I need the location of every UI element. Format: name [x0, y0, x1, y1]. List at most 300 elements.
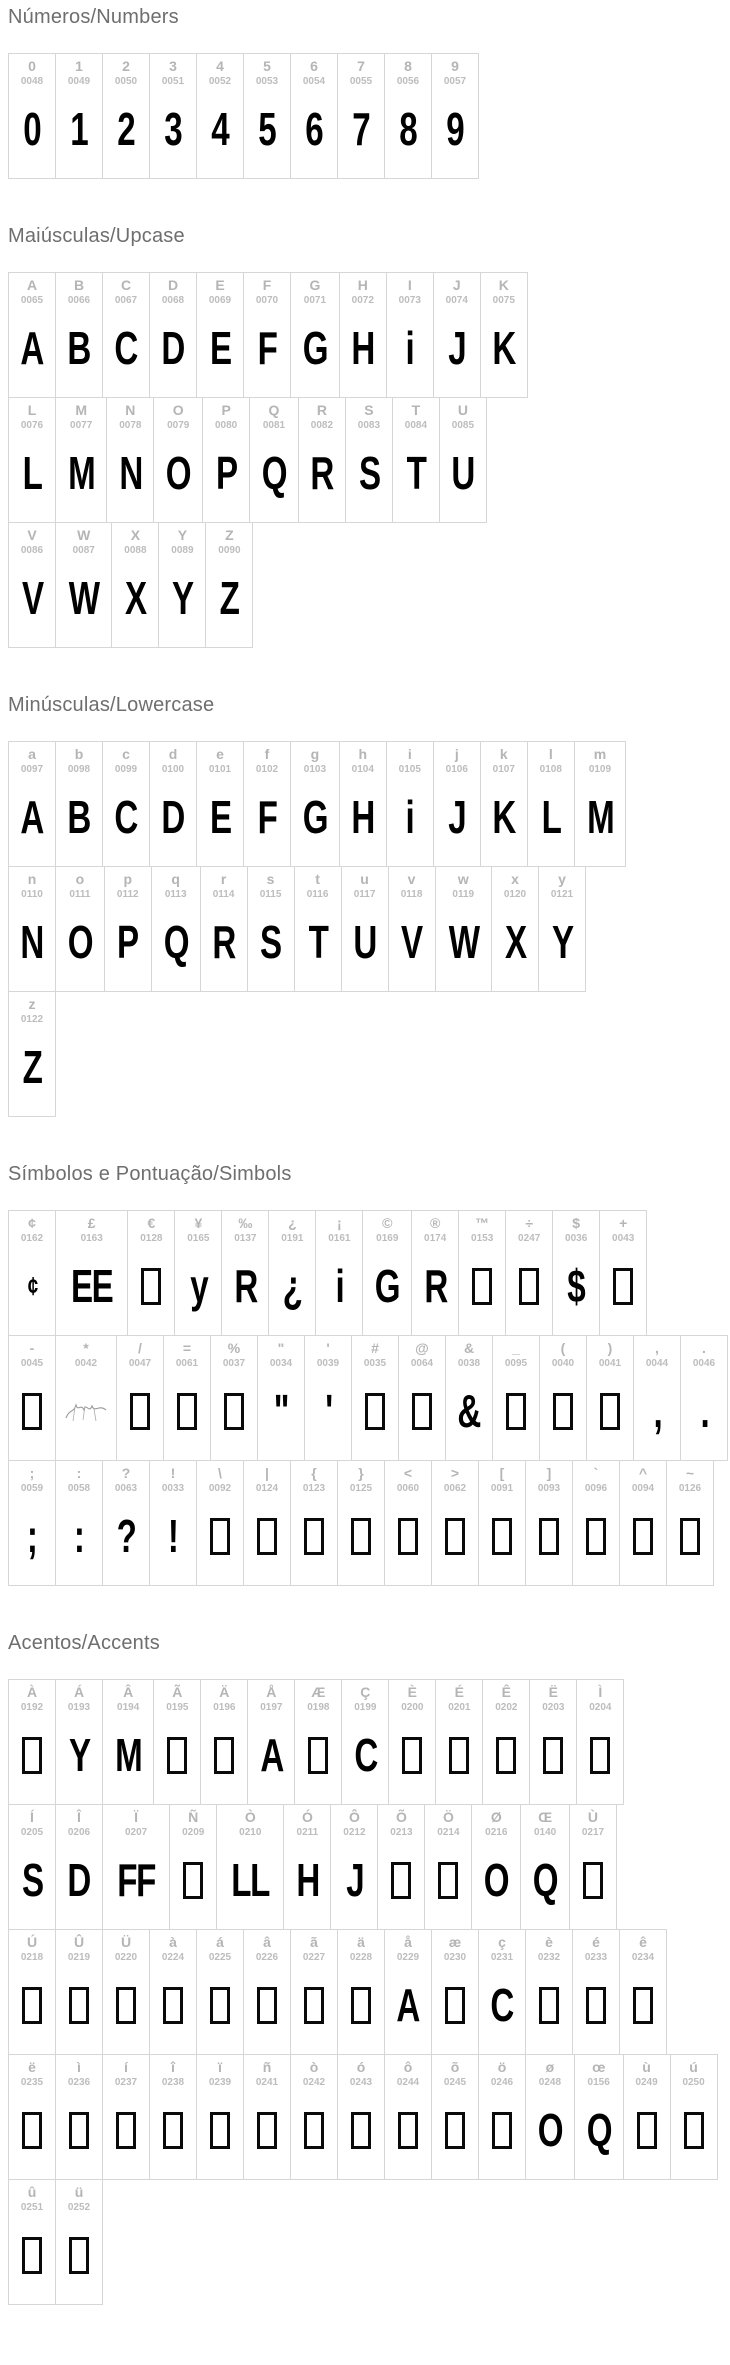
cell-character: ò	[309, 2059, 319, 2075]
glyph-preview	[23, 1495, 40, 1577]
glyph-preview	[541, 1714, 565, 1796]
glyph-cell	[197, 273, 244, 397]
charmap-row	[8, 741, 626, 867]
glyph-preview	[441, 88, 469, 170]
glyph-preview	[108, 776, 143, 858]
glyph-cell	[481, 742, 528, 866]
glyph: J	[345, 1854, 363, 1906]
cell-unicode-code: 0062	[443, 1483, 467, 1494]
missing-glyph-box	[22, 2237, 42, 2274]
cell-character: v	[407, 871, 416, 887]
glyph: S	[358, 447, 380, 499]
missing-glyph-box	[496, 1737, 516, 1774]
glyph: &	[457, 1385, 481, 1437]
glyph-cell	[681, 1336, 727, 1460]
glyph-preview	[111, 901, 144, 983]
glyph-preview	[436, 1839, 460, 1921]
cell-unicode-code: 0243	[349, 2077, 373, 2088]
glyph-cell	[103, 742, 150, 866]
cell-unicode-code: 0093	[537, 1483, 561, 1494]
glyph: D	[161, 791, 185, 843]
cell-unicode-code: 0073	[398, 295, 421, 306]
cell-unicode-code: 0236	[67, 2077, 91, 2088]
cell-character: )	[607, 1340, 613, 1356]
glyph-preview	[682, 2089, 706, 2171]
cell-unicode-code: 0077	[70, 420, 93, 431]
glyph-cell	[316, 1211, 363, 1335]
missing-glyph-box	[210, 1518, 230, 1555]
glyph-preview	[252, 776, 282, 858]
cell-character: ‰	[238, 1215, 253, 1231]
glyph-cell	[9, 523, 56, 647]
glyph-cell	[250, 398, 299, 522]
glyph-preview	[20, 2089, 44, 2171]
glyph: ;	[27, 1510, 37, 1562]
cell-unicode-code: 0220	[114, 1952, 138, 1963]
cell-unicode-code: 0053	[255, 76, 279, 87]
glyph: EE	[71, 1260, 113, 1312]
cell-character: á	[216, 1934, 224, 1950]
cell-unicode-code: 0165	[187, 1233, 210, 1244]
glyph-cell	[493, 1336, 540, 1460]
glyph-cell	[291, 2055, 338, 2179]
glyph-cell	[56, 273, 103, 397]
cell-character: ó	[356, 2059, 366, 2075]
cell-unicode-code: 0047	[128, 1358, 152, 1369]
cell-unicode-code: 0123	[302, 1483, 326, 1494]
glyph-cell	[481, 273, 527, 397]
cell-unicode-code: 0217	[581, 1827, 605, 1838]
glyph-cell	[540, 1336, 587, 1460]
glyph-cell	[107, 398, 154, 522]
glyph-section	[8, 694, 720, 1117]
glyph-preview	[537, 1495, 561, 1577]
cell-character: Ã	[172, 1684, 183, 1700]
glyph-cell	[539, 867, 585, 991]
glyph-section	[8, 1163, 720, 1586]
cell-unicode-code: 0212	[343, 1827, 366, 1838]
glyph: T	[308, 916, 327, 968]
glyph: D	[67, 1854, 91, 1906]
glyph-preview	[418, 1245, 453, 1327]
missing-glyph-box	[684, 2112, 704, 2149]
glyph-cell	[248, 1680, 295, 1804]
glyph-cell	[164, 1336, 211, 1460]
cell-unicode-code: 0076	[20, 420, 44, 431]
glyph-cell	[244, 2055, 291, 2179]
missing-glyph-box	[141, 1268, 161, 1305]
glyph-preview	[255, 1495, 279, 1577]
glyph-cell	[150, 273, 197, 397]
glyph-preview	[598, 1370, 622, 1452]
cell-character: S	[364, 402, 374, 418]
cell-character: û	[27, 2184, 37, 2200]
cell-character: ;	[29, 1465, 35, 1481]
cell-character: ~	[685, 1465, 695, 1481]
glyph-section	[8, 1632, 720, 2305]
signature-scribble-icon	[63, 1397, 109, 1425]
glyph-cell	[128, 1211, 175, 1335]
glyph-preview	[111, 1495, 141, 1577]
cell-unicode-code: 0207	[124, 1827, 148, 1838]
glyph-preview	[204, 307, 237, 389]
cell-character: b	[74, 746, 84, 762]
cell-unicode-code: 0162	[20, 1233, 44, 1244]
glyph: 6	[305, 103, 323, 155]
charmap-table	[8, 1679, 720, 2305]
glyph-preview	[208, 2089, 232, 2171]
missing-glyph-box	[167, 1737, 187, 1774]
cell-character: K	[498, 277, 509, 293]
glyph: 8	[399, 103, 417, 155]
cell-unicode-code: 0085	[451, 420, 475, 431]
glyph: S	[260, 916, 281, 968]
cell-unicode-code: 0117	[353, 889, 376, 900]
glyph-cell	[436, 867, 492, 991]
cell-character: Ë	[548, 1684, 558, 1700]
glyph: D	[161, 322, 185, 374]
glyph-cell	[244, 273, 291, 397]
missing-glyph-box	[398, 2112, 418, 2149]
missing-glyph-box	[586, 1987, 606, 2024]
glyph-cell	[434, 742, 481, 866]
cell-unicode-code: 0125	[349, 1483, 373, 1494]
glyph-preview	[20, 1370, 44, 1452]
cell-character: Û	[73, 1934, 85, 1950]
glyph: y	[189, 1260, 207, 1312]
cell-unicode-code: 0089	[171, 545, 194, 556]
cell-character: Œ	[538, 1809, 553, 1825]
cell-character: V	[27, 527, 37, 543]
glyph-cell	[425, 1805, 472, 1929]
glyph-cell	[56, 742, 103, 866]
charmap-row	[8, 522, 253, 648]
glyph-cell	[671, 2055, 717, 2179]
glyph-preview	[697, 1370, 712, 1452]
missing-glyph-box	[116, 1987, 136, 2024]
glyph-preview	[349, 1964, 373, 2046]
cell-character: ]	[546, 1465, 552, 1481]
cell-unicode-code: 0082	[310, 420, 334, 431]
cell-character: ?	[121, 1465, 131, 1481]
cell-character: A	[26, 277, 38, 293]
cell-character: y	[558, 871, 566, 887]
cell-unicode-code: 0124	[255, 1483, 279, 1494]
cell-character: ç	[498, 1934, 506, 1950]
cell-unicode-code: 0110	[21, 889, 43, 900]
cell-character: Õ	[395, 1809, 407, 1825]
cell-unicode-code: 0059	[20, 1483, 44, 1494]
missing-glyph-box	[257, 1987, 277, 2024]
cell-unicode-code: 0238	[161, 2077, 185, 2088]
cell-unicode-code: 0065	[20, 295, 44, 306]
cell-unicode-code: 0097	[20, 764, 44, 775]
glyph-cell	[432, 2055, 479, 2179]
glyph-cell	[150, 1930, 197, 2054]
cell-character: X	[130, 527, 141, 543]
missing-glyph-box	[506, 1393, 526, 1430]
glyph-preview	[517, 1245, 541, 1327]
glyph-cell	[295, 867, 342, 991]
glyph-preview	[303, 901, 333, 983]
glyph-preview	[61, 1245, 122, 1327]
glyph: C	[114, 322, 138, 374]
glyph: i	[405, 322, 414, 374]
cell-character: Q	[268, 402, 280, 418]
glyph-cell	[624, 2055, 671, 2179]
glyph-preview	[206, 88, 234, 170]
cell-unicode-code: 0115	[259, 889, 282, 900]
missing-glyph-box	[163, 1987, 183, 2024]
glyph-cell	[56, 523, 112, 647]
charmap-table	[8, 1210, 720, 1586]
glyph-preview	[443, 307, 471, 389]
cell-unicode-code: 0244	[396, 2077, 420, 2088]
glyph-preview	[212, 1714, 236, 1796]
charmap-row	[8, 272, 528, 398]
glyph-preview	[390, 1964, 425, 2046]
glyph-preview	[395, 901, 428, 983]
missing-glyph-box	[543, 1737, 563, 1774]
glyph-preview	[631, 1964, 655, 2046]
cell-unicode-code: 0140	[533, 1827, 557, 1838]
glyph-preview	[484, 1964, 519, 2046]
cell-unicode-code: 0229	[396, 1952, 420, 1963]
cell-unicode-code: 0064	[410, 1358, 434, 1369]
glyph: E	[209, 791, 231, 843]
glyph: N	[20, 916, 44, 968]
glyph: Q	[532, 1854, 558, 1906]
glyph-cell	[600, 1211, 646, 1335]
cell-unicode-code: 0039	[316, 1358, 340, 1369]
glyph-preview	[17, 1026, 47, 1108]
cell-character: ã	[310, 1934, 318, 1950]
glyph-cell	[154, 398, 203, 522]
glyph-preview	[537, 1964, 561, 2046]
missing-glyph-box	[438, 1862, 458, 1899]
glyph-preview	[650, 1370, 665, 1452]
glyph-preview	[551, 1370, 575, 1452]
cell-unicode-code: 0055	[349, 76, 373, 87]
charmap-row	[8, 53, 479, 179]
glyph-preview	[20, 1964, 44, 2046]
glyph-cell	[150, 2055, 197, 2179]
glyph-preview	[155, 776, 190, 858]
cell-character: Y	[177, 527, 188, 543]
cell-unicode-code: 0246	[490, 2077, 514, 2088]
glyph-preview	[486, 776, 521, 858]
glyph-preview	[584, 1495, 608, 1577]
glyph-preview	[410, 1370, 434, 1452]
glyph-preview	[20, 2214, 44, 2296]
cell-unicode-code: 0109	[588, 764, 612, 775]
cell-unicode-code: 0239	[208, 2077, 232, 2088]
cell-unicode-code: 0250	[682, 2077, 705, 2088]
glyph-preview	[222, 1370, 246, 1452]
cell-unicode-code: 0200	[401, 1702, 424, 1713]
cell-unicode-code: 0100	[161, 764, 185, 775]
cell-character: e	[216, 746, 224, 762]
glyph-cell	[399, 1336, 446, 1460]
cell-character: È	[407, 1684, 417, 1700]
glyph-preview	[631, 1495, 655, 1577]
cell-unicode-code: 0037	[222, 1358, 246, 1369]
cell-character: t	[315, 871, 320, 887]
glyph-cell	[573, 1461, 620, 1585]
cell-unicode-code: 0120	[503, 889, 527, 900]
glyph-cell	[479, 1930, 526, 2054]
glyph-cell	[197, 1461, 244, 1585]
glyph-preview	[368, 1245, 406, 1327]
cell-unicode-code: 0194	[117, 1702, 140, 1713]
glyph-cell	[295, 1680, 342, 1804]
glyph-preview	[269, 1370, 293, 1452]
cell-unicode-code: 0088	[124, 545, 147, 556]
glyph-cell	[432, 54, 478, 178]
cell-character: ö	[497, 2059, 507, 2075]
cell-character: "	[277, 1340, 285, 1356]
cell-character: ü	[74, 2184, 84, 2200]
missing-glyph-box	[351, 1987, 371, 2024]
missing-glyph-box	[177, 1393, 197, 1430]
cell-unicode-code: 0112	[116, 889, 139, 900]
glyph: ¢	[27, 1271, 37, 1301]
cell-unicode-code: 0203	[542, 1702, 565, 1713]
glyph: O	[484, 1854, 509, 1906]
glyph-preview	[61, 1370, 111, 1452]
glyph-preview	[443, 776, 471, 858]
cell-unicode-code: 0118	[400, 889, 423, 900]
cell-character: æ	[448, 1934, 462, 1950]
glyph-cell	[346, 398, 393, 522]
glyph-preview	[255, 432, 293, 514]
cell-character: F	[262, 277, 272, 293]
glyph-cell	[291, 1930, 338, 2054]
glyph-cell	[206, 523, 252, 647]
glyph-cell	[9, 1805, 56, 1929]
glyph-cell	[331, 1805, 378, 1929]
glyph-cell	[103, 1461, 150, 1585]
cell-unicode-code: 0128	[140, 1233, 163, 1244]
charmap-row	[8, 2179, 103, 2305]
glyph-preview	[70, 1495, 87, 1577]
glyph: 2	[117, 103, 135, 155]
glyph-cell	[291, 1461, 338, 1585]
glyph-preview	[139, 1245, 163, 1327]
glyph-cell	[9, 742, 56, 866]
glyph-preview	[17, 432, 47, 514]
cell-character: ÷	[525, 1215, 533, 1231]
cell-unicode-code: 0121	[550, 889, 574, 900]
glyph-preview	[61, 776, 96, 858]
charmap-row	[8, 1929, 667, 2055]
glyph: X	[125, 572, 146, 624]
glyph-preview	[546, 901, 579, 983]
glyph-preview	[18, 88, 46, 170]
glyph-preview	[210, 432, 243, 514]
glyph-preview	[252, 307, 282, 389]
cell-unicode-code: 0103	[303, 764, 327, 775]
glyph-cell	[479, 2055, 526, 2179]
cell-unicode-code: 0036	[565, 1233, 588, 1244]
cell-unicode-code: 0034	[269, 1358, 293, 1369]
missing-glyph-box	[257, 2112, 277, 2149]
glyph-preview	[14, 307, 49, 389]
missing-glyph-box	[351, 2112, 371, 2149]
cell-character: Â	[123, 1684, 134, 1700]
cell-character: f	[264, 746, 270, 762]
glyph-cell	[56, 1461, 103, 1585]
glyph-preview	[451, 1370, 486, 1452]
glyph: J	[448, 322, 466, 374]
missing-glyph-box	[472, 1268, 492, 1305]
cell-character: $	[572, 1215, 581, 1231]
glyph-preview	[486, 307, 521, 389]
glyph-preview	[228, 1245, 263, 1327]
glyph: $	[567, 1260, 585, 1312]
glyph-cell	[434, 273, 481, 397]
glyph-preview	[114, 1964, 138, 2046]
glyph-preview	[61, 307, 96, 389]
cell-unicode-code: 0228	[349, 1952, 373, 1963]
missing-glyph-box	[613, 1268, 633, 1305]
cell-unicode-code: 0068	[161, 295, 185, 306]
glyph-preview	[441, 901, 486, 983]
cell-unicode-code: 0169	[376, 1233, 399, 1244]
cell-unicode-code: 0052	[208, 76, 232, 87]
cell-unicode-code: 0095	[504, 1358, 528, 1369]
cell-character: &	[463, 1340, 475, 1356]
glyph: Q	[586, 2104, 611, 2156]
glyph-preview	[254, 901, 287, 983]
cell-character: ¥	[194, 1215, 203, 1231]
glyph-cell	[197, 2055, 244, 2179]
cell-character: s	[266, 871, 275, 887]
cell-character: '	[326, 1340, 330, 1356]
glyph: F	[257, 791, 277, 843]
glyph-cell	[338, 54, 385, 178]
glyph-preview	[562, 1245, 590, 1327]
cell-unicode-code: 0174	[424, 1233, 447, 1244]
glyph-preview	[166, 557, 199, 639]
glyph-cell	[412, 1211, 459, 1335]
cell-character: Ï	[134, 1809, 139, 1825]
cell-character: c	[122, 746, 130, 762]
cell-character: n	[27, 871, 37, 887]
cell-unicode-code: 0102	[255, 764, 279, 775]
charmap-row	[8, 397, 487, 523]
cell-character: \	[218, 1465, 222, 1481]
cell-unicode-code: 0122	[20, 1014, 44, 1025]
cell-unicode-code: 0218	[20, 1952, 44, 1963]
cell-unicode-code: 0126	[678, 1483, 702, 1494]
charmap-row	[8, 1335, 728, 1461]
glyph-cell	[9, 2180, 56, 2304]
glyph: LL	[231, 1854, 270, 1906]
missing-glyph-box	[445, 2112, 465, 2149]
cell-unicode-code: 0192	[20, 1702, 44, 1713]
cell-character: Ø	[490, 1809, 502, 1825]
glyph-cell	[56, 1211, 128, 1335]
cell-character: Ü	[120, 1934, 132, 1950]
glyph-cell	[393, 398, 440, 522]
cell-character: î	[171, 2059, 175, 2075]
glyph-cell	[203, 398, 250, 522]
glyph-cell	[436, 1680, 483, 1804]
cell-unicode-code: 0090	[218, 545, 241, 556]
cell-character: ú	[689, 2059, 698, 2075]
glyph-preview	[588, 1714, 612, 1796]
